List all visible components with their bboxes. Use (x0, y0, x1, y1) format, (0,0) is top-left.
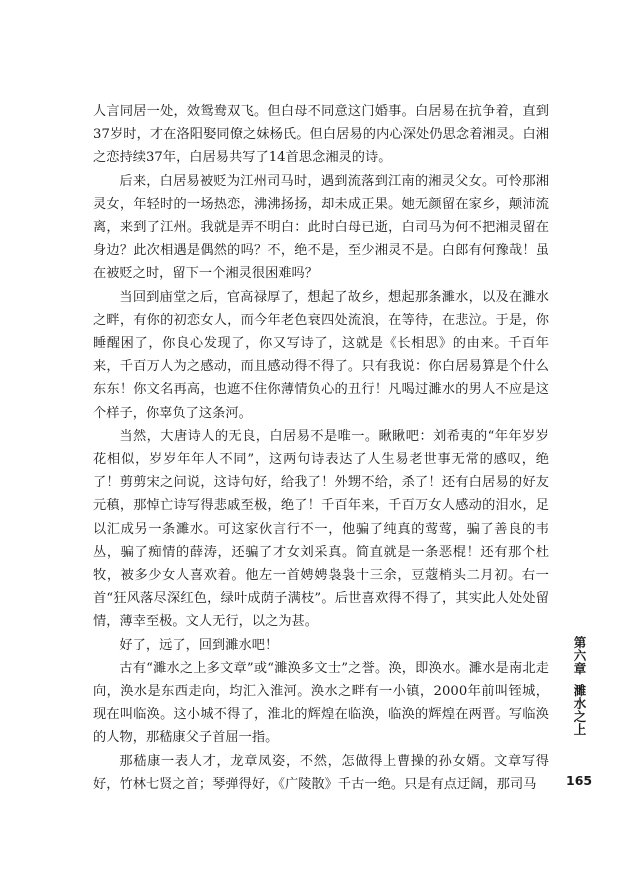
paragraph: 好了，远了，回到濉水吧！ (119, 637, 279, 653)
paragraph: 古有“濉水之上多文章”或“濉涣多文士”之誉。涣，即涣水。濉水是南北走向，涣水是东西走向，均汇入淮河。涣水之畔有一小镇，2000年前叫铚城，现在叫临涣。这小城不得了，淮北的辉煌在临涣，临涣的辉煌在两晋。写临涣的人物，那嵇康父子首屈一指。 (93, 660, 549, 746)
paragraph: 当回到庙堂之后，官高禄厚了，想起了故乡，想起那条濉水，以及在濉水之畔，有你的初恋女人，而今年老色衰四处流浪，在等待，在悲泣。于是，你睡醒困了，你良心发现了，你又写诗了，这就是《长相思》的由来。千百年来，千百万人为之感动，而且感动得不得了。只有我说：你白居易算是个什么东东！你文名再高，也遮不住你薄情负心的丑行！凡喝过濉水的男人不应是这个样子，你辜负了这条河。 (93, 289, 549, 421)
body-text (93, 100, 549, 796)
chapter-number: 第六章 (572, 636, 587, 675)
paragraph: 人言同居一处，效鸳鸯双飞。但白母不同意这门婚事。白居易在抗争着，直到37岁时，才在洛阳娶同僚之妹杨氏。但白居易的内心深处仍思念着湘灵。白湘之恋持续37年，白居易共写了14首思念湘灵的诗。 (93, 104, 549, 166)
chapter-side-label (570, 636, 586, 736)
paragraph: 那嵇康一表人才，龙章凤姿，不然，怎做得上曹操的孙女婿。文章写得好，竹林七贤之首；琴弹得好，《广陵散》千古一绝。只是有点迂阔，那司马 (93, 753, 549, 792)
chapter-title: 濉水之上 (572, 684, 587, 736)
paragraph: 后来，白居易被贬为江州司马时，遇到流落到江南的湘灵父女。可怜那湘灵女，年轻时的一场热恋，沸沸扬扬，却未成正果。她无颜留在家乡，颠沛流离，来到了江州。我就是弄不明白：此时白母已逝，白司马为何不把湘灵留在身边？此次相遇是偶然的吗？不，绝不是，至少湘灵不是。白郎有何豫哉！虽在被贬之时，留下一个湘灵很困难吗？ (93, 173, 549, 282)
page-number: 165 (566, 773, 593, 788)
paragraph: 当然，大唐诗人的无良，白居易不是唯一。瞅瞅吧：刘希夷的“年年岁岁花相似，岁岁年年人不同”，这两句诗表达了人生易老世事无常的感叹，绝了！剪剪宋之问说，这诗句好，给我了！外甥不给，杀了！还有白居易的好友元稹，那悼亡诗写得悲戚至极，绝了！千百年来，千百万女人感动的泪水，足以汇成另一条濉水。可这家伙言行不一，他骗了纯真的莺莺，骗了善良的韦丛，骗了痴情的薛涛，还骗了才女刘采真。简直就是一条恶棍！还有那个杜牧，被多少女人喜欢着。他左一首娉娉袅袅十三余，豆蔻梢头二月初。右一首“狂风落尽深红色，绿叶成荫子满枝”。后世喜欢得不得了，其实此人处处留情，薄幸至极。文人无行，以之为甚。 (93, 428, 549, 630)
